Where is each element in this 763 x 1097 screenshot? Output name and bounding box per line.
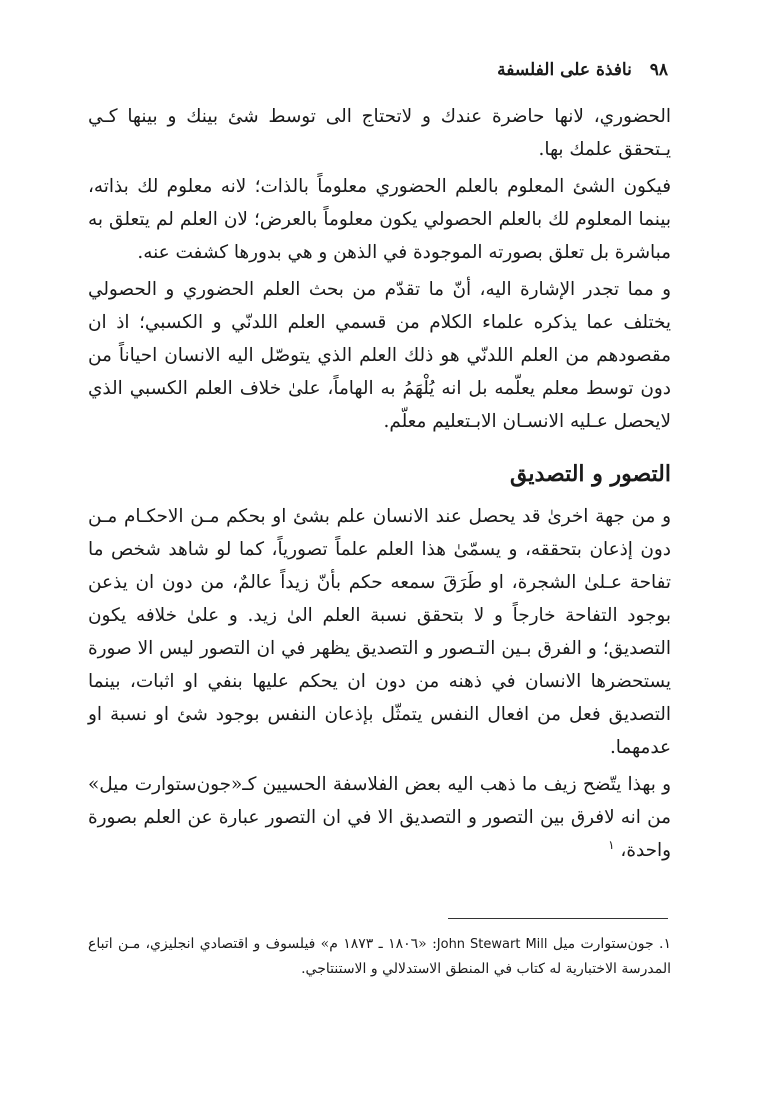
footnote-label: ١.	[659, 936, 671, 952]
paragraph-text: و بهذا يتّضح زيف ما ذهب اليه بعض الفلاسفة الحسيين كـ«جون‌ستوارت ميل» من انه لافرق بين التصور و التصديق الا في ان التصور عبارة عن العلم بصورة واحدة،	[88, 774, 671, 861]
footnote-text-before: جون‌ستوارت ميل	[552, 936, 654, 952]
section-heading: التصور و التصديق	[509, 461, 671, 487]
running-header	[95, 60, 668, 86]
footnote-marker: ١	[608, 837, 615, 852]
paragraph: الحضوري، لانها حاضرة عندك و لاتحتاج الى توسط شئ بينك و بينها كـي يـتحقق علمك بها.	[88, 106, 671, 160]
paragraph: و مما تجدر الإشارة اليه، أنّ ما تقدّم من بحث العلم الحضوري و الحصولي يختلف عما يذكره علماء الكلام من قسمي العلم اللدنّي و الكسبي؛ اذ ان مقصودهم من العلم اللدنّي هو ذلك العلم الذي يتوصّل اليه الانسان احياناً من دون توسط معلم يعلّمه بل انه يُلْهَمُ به الهاماً، علىٰ خلاف العلم الكسبي الذي لايحصل عـليه الانسـان الابـتعليم معلّم.	[88, 279, 671, 432]
paragraph-with-note	[88, 768, 671, 867]
page-number: ٩٨	[649, 60, 668, 80]
body-text	[88, 100, 671, 867]
paragraph: و من جهة اخرىٰ قد يحصل عند الانسان علم بشئ او بحكم مـن الاحكـام مـن دون إذعان بتحققه، و يسمّىٰ هذا العلم علماً تصورياً، كما لو شاهد شخص ما تفاحة عـلىٰ الشجرة، او طَرَقَ سمعه حكم بأنّ زيداً عالمٌ، من دون ان يذعن بوجود التفاحة خارجاً و لا بتحقق نسبة العلم الىٰ زيد. و علىٰ خلافه يكون التصديق؛ و الفرق بـين التـصور و التصديق يظهر في ان التصور ليس الا صورة يستحضرها الانسان في ذهنه من دون ان يحكم عليها بنفي او اثبات، بينما التصديق فعل من افعال النفس يتمثّل بإذعان النفس بوجود شئ او نسبة او عدمهما.	[88, 506, 671, 758]
book-title: نافذة على الفلسفة	[497, 60, 632, 80]
footnote-latin-name: John Stewart Mill	[436, 937, 548, 952]
paragraph: فيكون الشئ المعلوم بالعلم الحضوري معلوماً بالذات؛ لانه معلوم لك بذاته، بينما المعلوم لك بالعلم الحصولي يكون معلوماً بالعرض؛ لان العلم لم يتعلق به مباشرة بل تعلق بصورته الموجودة في الذهن و هي بدورها كشفت عنه.	[88, 176, 671, 263]
footnote-text-after: : «١٨٠٦ ـ ١٨٧٣ م» فيلسوف و اقتصادي انجليزي، مـن اتباع المدرسة الاختبارية له كتاب في المنطق الاستدلالي و الاستنتاجي.	[88, 936, 671, 977]
footnote-divider	[448, 918, 668, 919]
footnote	[88, 932, 671, 981]
